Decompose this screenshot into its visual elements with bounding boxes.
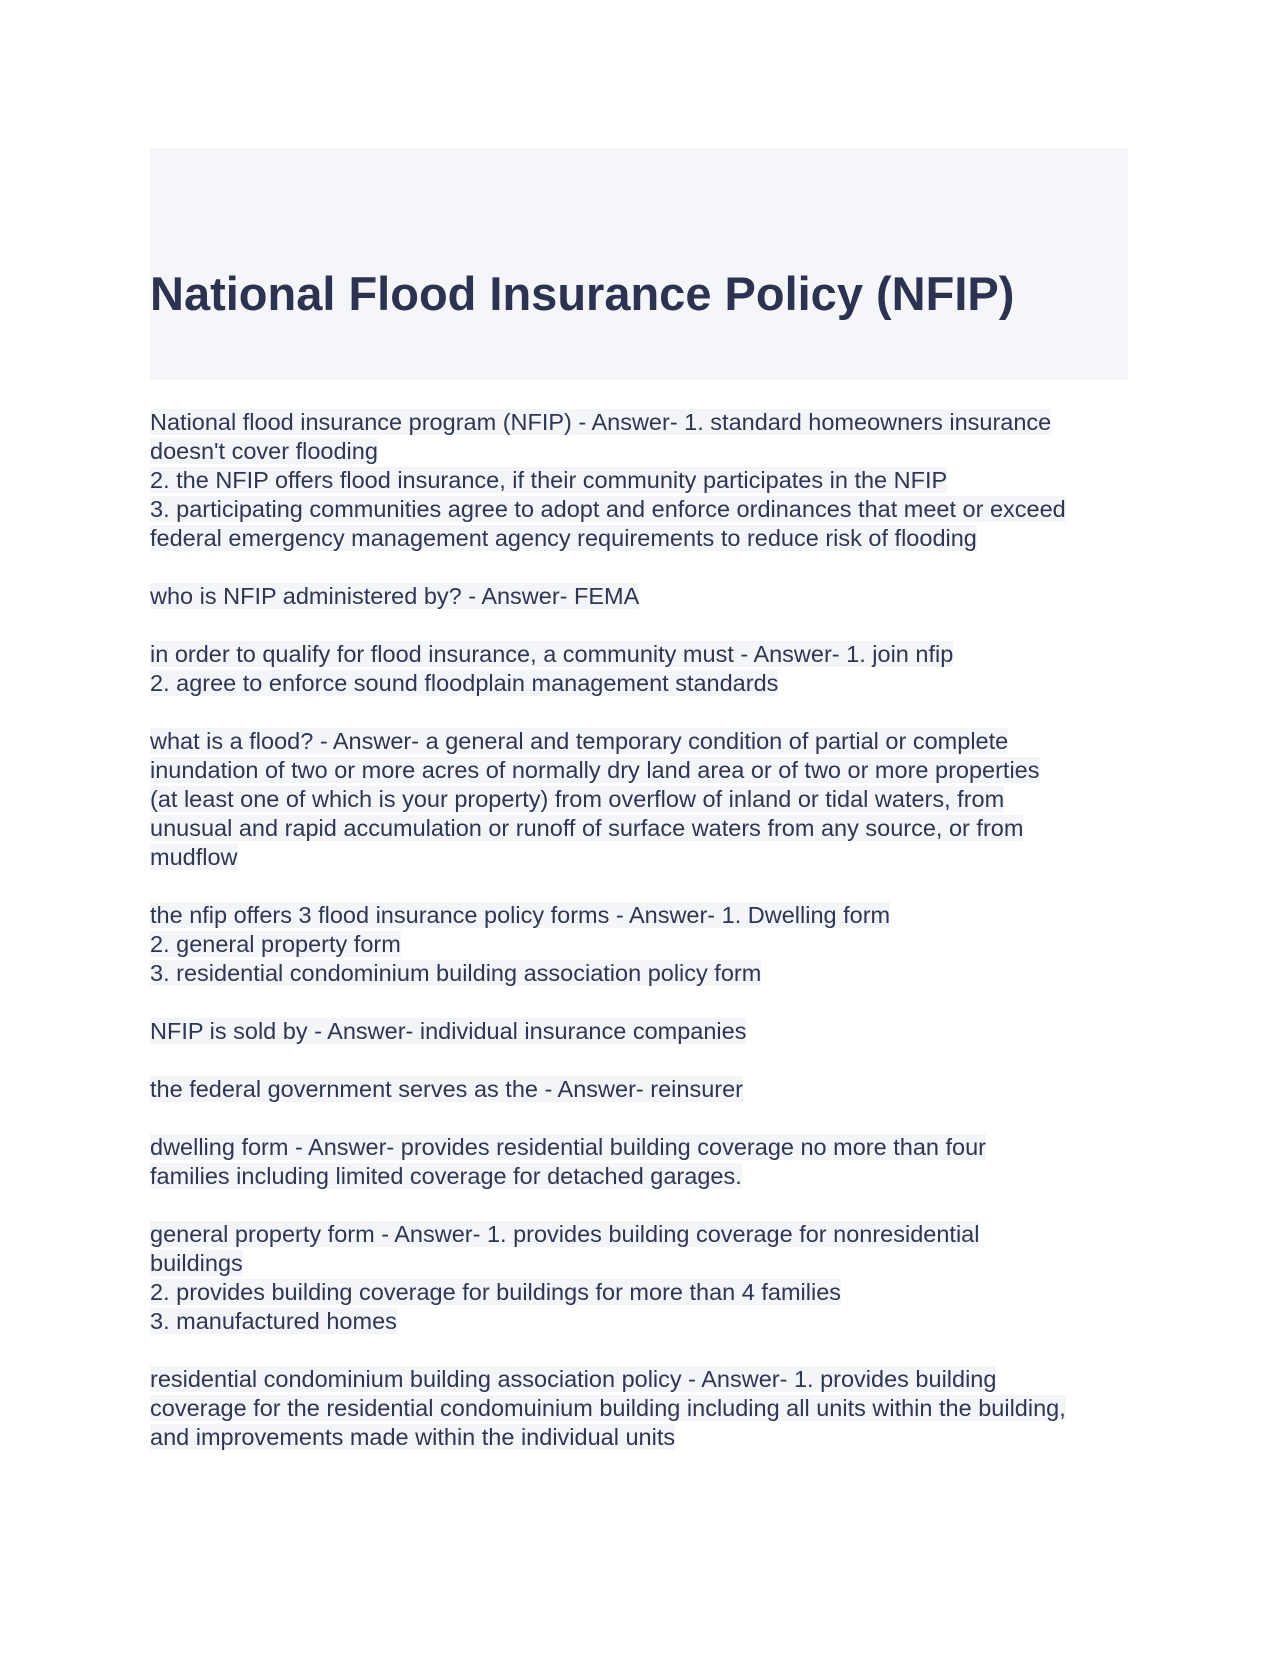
- qa-line: buildings: [150, 1250, 243, 1276]
- qa-line: doesn't cover flooding: [150, 438, 378, 464]
- qa-line: mudflow: [150, 844, 238, 870]
- qa-line: National flood insurance program (NFIP) - Answer- 1. standard homeowners insurance: [150, 409, 1052, 435]
- qa-line: 2. the NFIP offers flood insurance, if their community participates in the NFIP: [150, 467, 948, 493]
- qa-entry: [150, 640, 1128, 698]
- qa-line: residential condominium building association policy - Answer- 1. provides building: [150, 1366, 997, 1392]
- qa-line: 3. participating communities agree to adopt and enforce ordinances that meet or exceed: [150, 496, 1066, 522]
- qa-entry: [150, 582, 1128, 611]
- qa-entry: [150, 1220, 1128, 1336]
- qa-entry: [150, 1365, 1128, 1452]
- qa-line: (at least one of which is your property) from overflow of inland or tidal waters, from: [150, 786, 1005, 812]
- qa-line: 2. general property form: [150, 931, 401, 957]
- qa-line: 3. residential condominium building association policy form: [150, 960, 762, 986]
- qa-line: coverage for the residential condomuinium building including all units within the building,: [150, 1395, 1066, 1421]
- qa-line: families including limited coverage for detached garages.: [150, 1163, 742, 1189]
- qa-line: 2. provides building coverage for buildings for more than 4 families: [150, 1279, 842, 1305]
- qa-line: 2. agree to enforce sound floodplain management standards: [150, 670, 779, 696]
- qa-line: unusual and rapid accumulation or runoff of surface waters from any source, or from: [150, 815, 1024, 841]
- qa-line: inundation of two or more acres of normally dry land area or of two or more properties: [150, 757, 1040, 783]
- qa-line: what is a flood? - Answer- a general and temporary condition of partial or complete: [150, 728, 1009, 754]
- qa-line: dwelling form - Answer- provides residential building coverage no more than four: [150, 1134, 986, 1160]
- qa-line: the nfip offers 3 flood insurance policy forms - Answer- 1. Dwelling form: [150, 902, 891, 928]
- qa-line: 3. manufactured homes: [150, 1308, 397, 1334]
- qa-entry: [150, 727, 1128, 872]
- qa-line: who is NFIP administered by? - Answer- FEMA: [150, 583, 640, 609]
- qa-entry: [150, 901, 1128, 988]
- document-title: National Flood Insurance Policy (NFIP): [150, 267, 1015, 320]
- qa-list: [150, 408, 1128, 1452]
- qa-line: and improvements made within the individual units: [150, 1424, 676, 1450]
- document-page: [150, 148, 1128, 1481]
- qa-line: in order to qualify for flood insurance, a community must - Answer- 1. join nfip: [150, 641, 954, 667]
- qa-line: NFIP is sold by - Answer- individual insurance companies: [150, 1018, 747, 1044]
- qa-line: federal emergency management agency requirements to reduce risk of flooding: [150, 525, 977, 551]
- title-banner: [150, 148, 1128, 380]
- qa-entry: [150, 408, 1128, 553]
- qa-entry: [150, 1075, 1128, 1104]
- qa-line: the federal government serves as the - Answer- reinsurer: [150, 1076, 743, 1102]
- qa-line: general property form - Answer- 1. provides building coverage for nonresidential: [150, 1221, 980, 1247]
- qa-entry: [150, 1017, 1128, 1046]
- qa-entry: [150, 1133, 1128, 1191]
